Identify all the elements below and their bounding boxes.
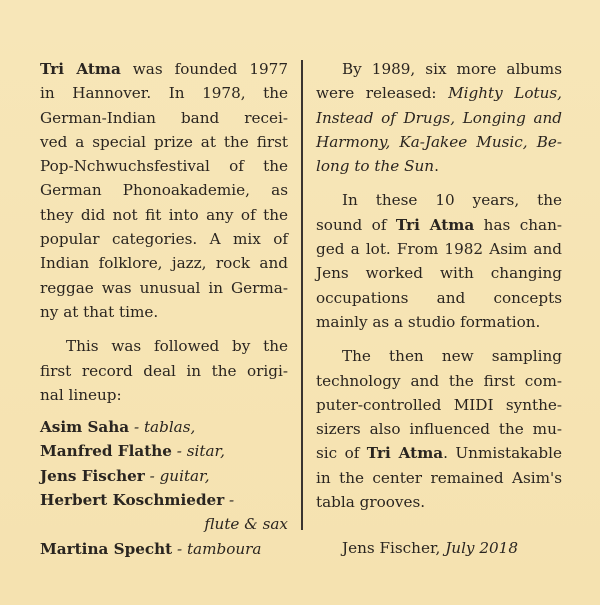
lineup-list [40,415,288,561]
member-role-continued: flute & sax [204,515,288,534]
member-item: Martina Specht - tamboura [40,539,262,558]
intro-paragraph: Tri Atma was founded 1977 in Hannover. In 1978, the German-Indian band recei- ved a special prize at the first Pop-Nchwuchsfestival of the German Phonoakademie, as they did not fit into any of the popular categories. A mix of Indian folklore, jazz, rock and reggae was unusual in Germa- ny at that time. [40,60,288,321]
member-item: Jens Fischer - guitar, [40,466,210,485]
right-column [316,57,562,571]
member-item: Manfred Flathe - sitar, [40,442,225,461]
member-item: Asim Saha - tablas, [40,418,196,437]
left-column [40,57,288,561]
technology-paragraph: The then new sampling technology and the first com- puter-controlled MIDI synthe- sizers also influenced the mu- sic of Tri Atma. Unmistakable in the center remained Asim's tabla grooves. [316,347,562,512]
sound-paragraph: In these 10 years, the sound of Tri Atma has chan- ged a lot. From 1982 Asim and Jens worked with changing occupations and concepts mainly as a studio formation. [316,191,562,331]
albums-paragraph: By 1989, six more albums were released: Mighty Lotus, Instead of Drugs, Longing and Harmony, Ka-Jakee Music, Be- long to the Sun. [316,60,562,176]
band-name: Tri Atma [40,60,121,78]
member-item: Herbert Koschmieder - [40,491,235,510]
lineup-paragraph: This was followed by the first record deal in the origi- nal lineup: [40,337,288,404]
column-divider [301,60,303,530]
signature: Jens Fischer, July 2018 [342,539,518,558]
